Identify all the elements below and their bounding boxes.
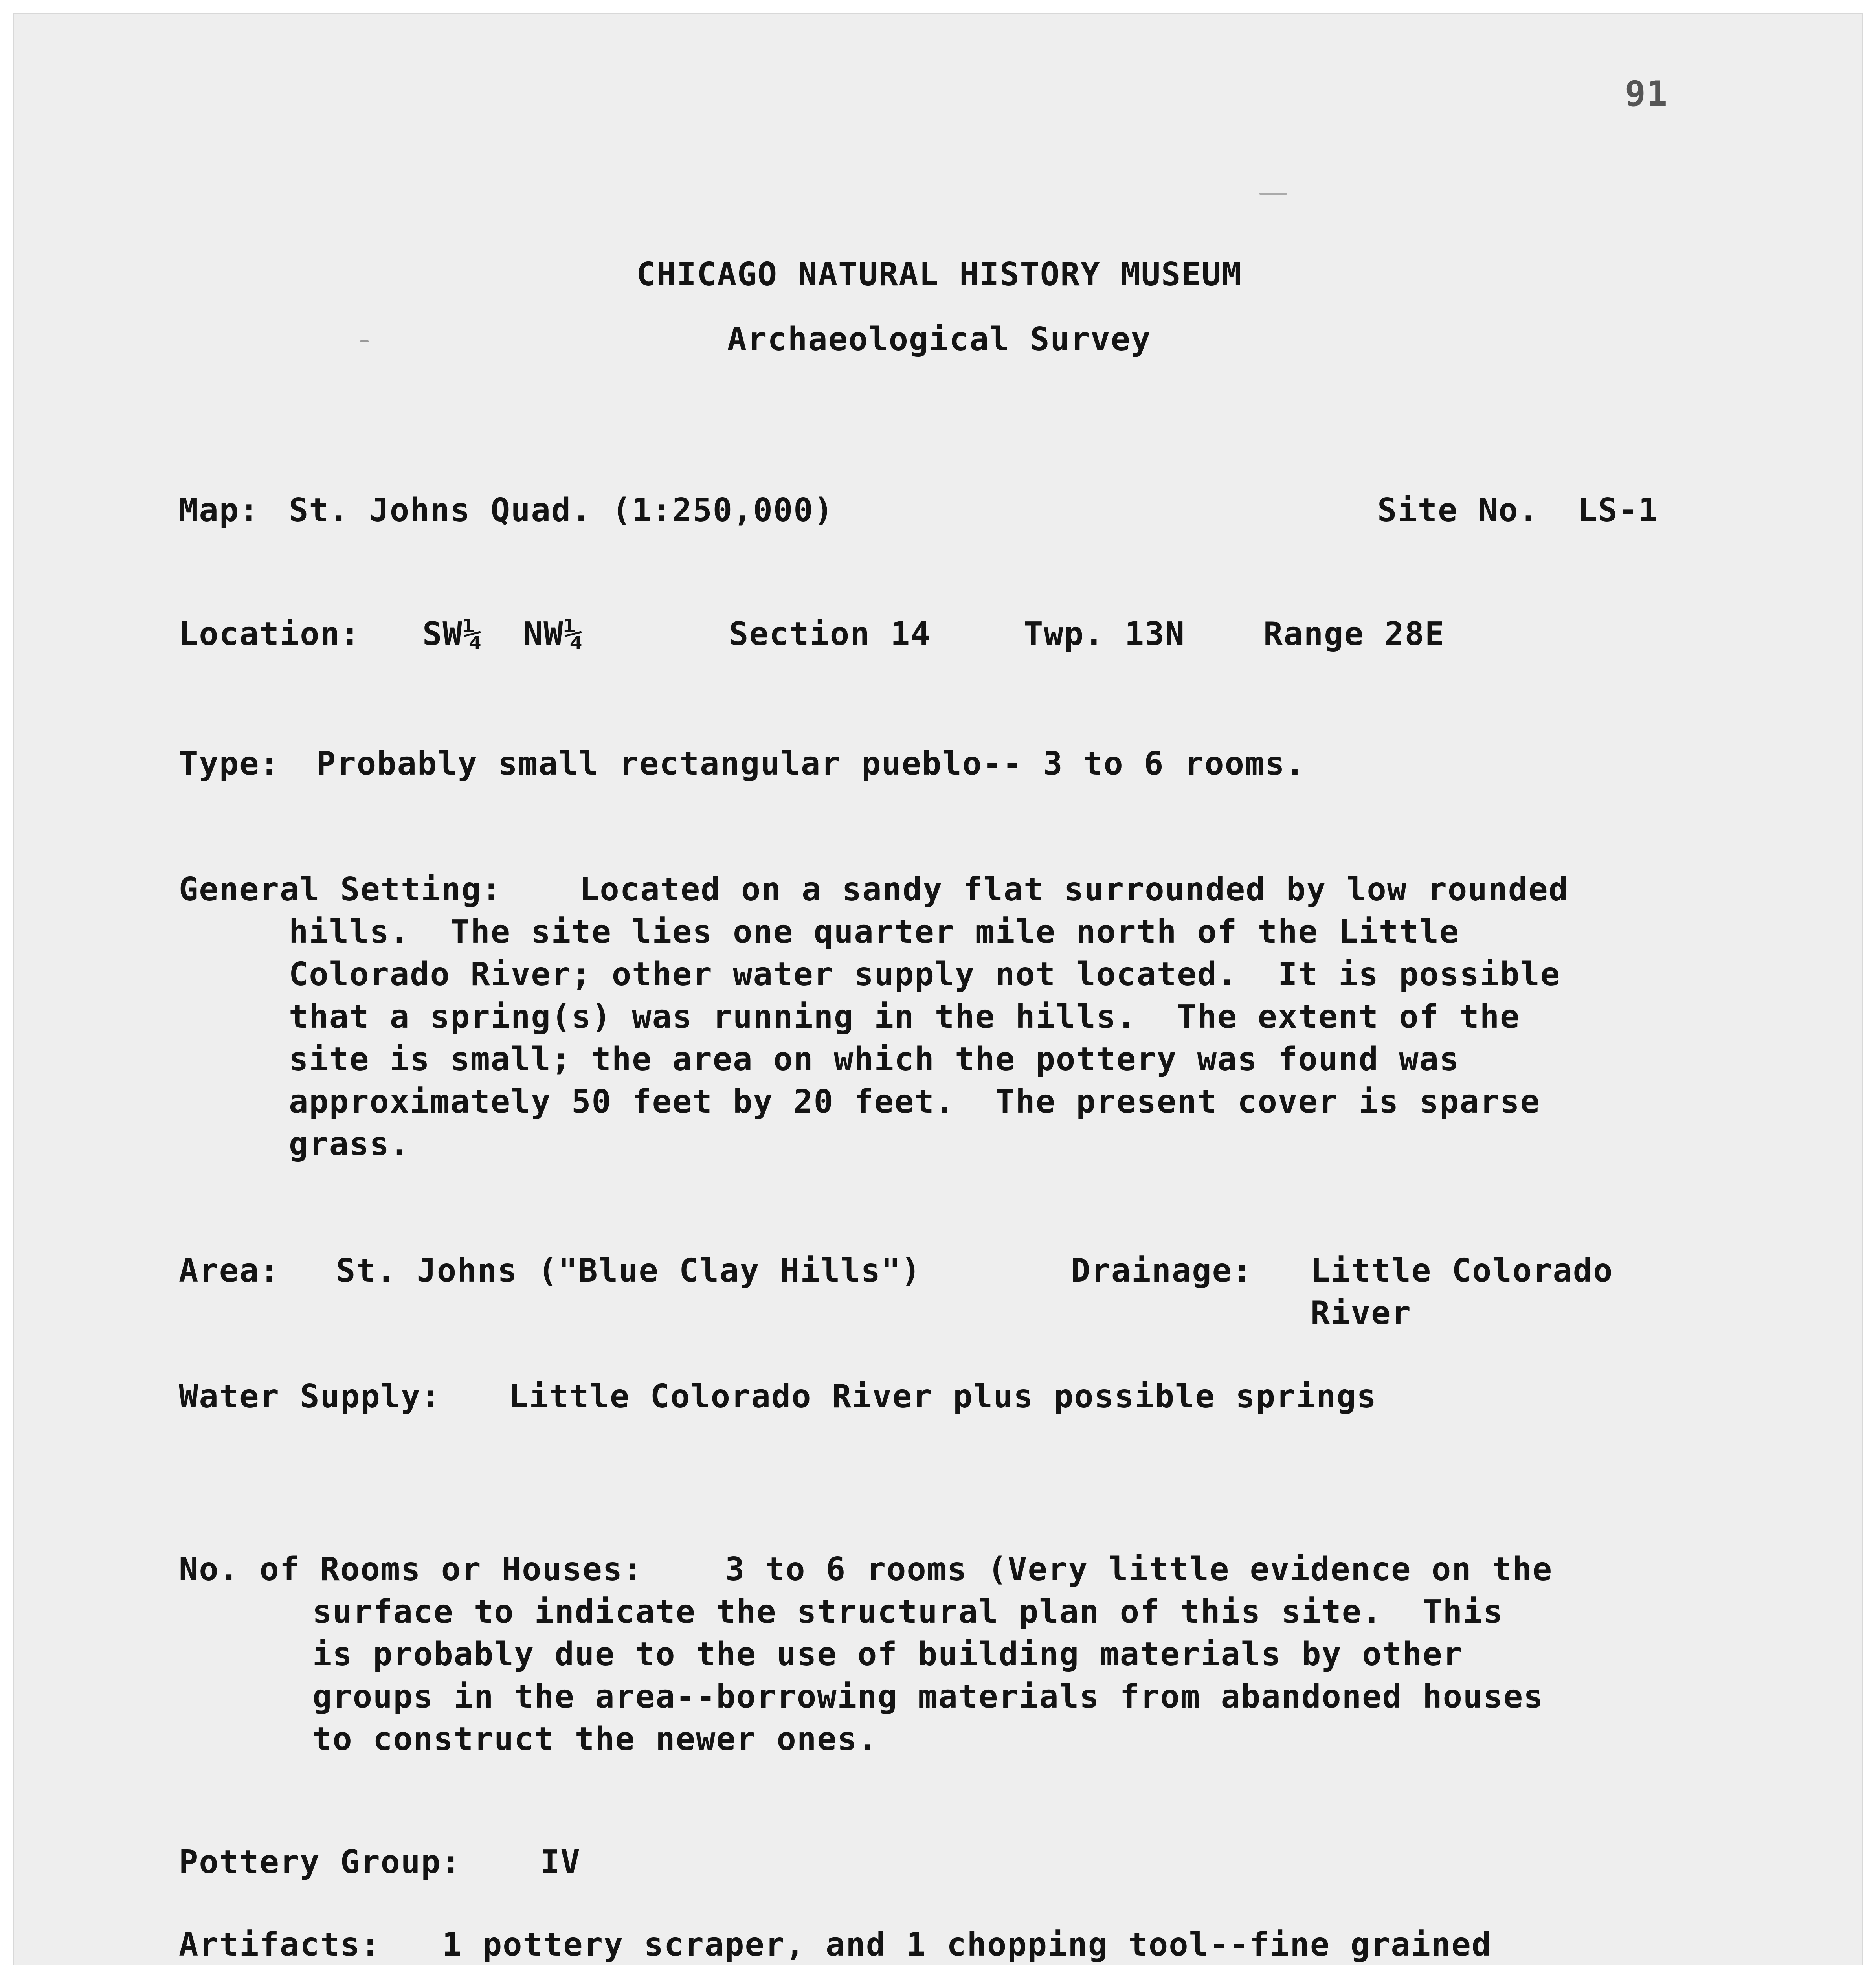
general-setting-line: site is small; the area on which the pottery was found was [289,1041,1460,1078]
drainage-line: River [1311,1295,1412,1332]
general-setting-line: approximately 50 feet by 20 feet. The present cover is sparse [289,1083,1540,1120]
type-label: Type: [179,745,280,782]
general-setting-line: Located on a sandy flat surrounded by low rounded [580,871,1569,908]
location-section: Section 14 [729,615,931,653]
pottery-group-value: IV [540,1844,581,1881]
artifacts-label: Artifacts: [179,1926,381,1963]
general-setting-label: General Setting: [179,871,502,908]
institution-title: CHICAGO NATURAL HISTORY MUSEUM [636,256,1242,293]
pottery-group-label: Pottery Group: [179,1844,462,1881]
site-number-label: Site No. [1377,492,1539,529]
survey-subtitle: Archaeological Survey [727,321,1151,358]
area-label: Area: [179,1252,280,1289]
general-setting-line: Colorado River; other water supply not located. It is possible [289,956,1561,993]
rooms-line: groups in the area--borrowing materials from abandoned houses [312,1678,1544,1715]
rooms-label: No. of Rooms or Houses: [179,1551,643,1588]
speck-mark [1259,193,1287,195]
page-number: 91 [1625,73,1668,114]
water-supply-label: Water Supply: [179,1378,441,1415]
area-value: St. Johns ("Blue Clay Hills") [336,1252,921,1289]
general-setting-line: hills. The site lies one quarter mile north of the Little [289,913,1460,951]
location-range: Range 28E [1263,615,1445,653]
rooms-line: to construct the newer ones. [312,1721,878,1758]
drainage-label: Drainage: [1071,1252,1253,1289]
rooms-line: surface to indicate the structural plan of this site. This [312,1593,1503,1631]
location-township: Twp. 13N [1024,615,1185,653]
rooms-line: is probably due to the use of building materials by other [312,1636,1463,1673]
artifacts-line: 1 pottery scraper, and 1 chopping tool--fine grained [442,1926,1492,1963]
speck-mark [360,340,369,342]
rooms-line: 3 to 6 rooms (Very little evidence on the [725,1551,1553,1588]
general-setting-line: that a spring(s) was running in the hills. The extent of the [289,998,1520,1036]
document-page [13,13,1863,1965]
site-number-value: LS-1 [1578,492,1659,529]
location-quarter: SW¼ NW¼ [422,615,584,653]
map-label: Map: [179,492,260,529]
location-label: Location: [179,615,361,653]
general-setting-line: grass. [289,1126,410,1163]
drainage-line: Little Colorado [1311,1252,1614,1289]
map-value: St. Johns Quad. (1:250,000) [289,492,834,529]
water-supply-value: Little Colorado River plus possible springs [509,1378,1377,1415]
type-value: Probably small rectangular pueblo-- 3 to 6 rooms. [316,745,1306,782]
